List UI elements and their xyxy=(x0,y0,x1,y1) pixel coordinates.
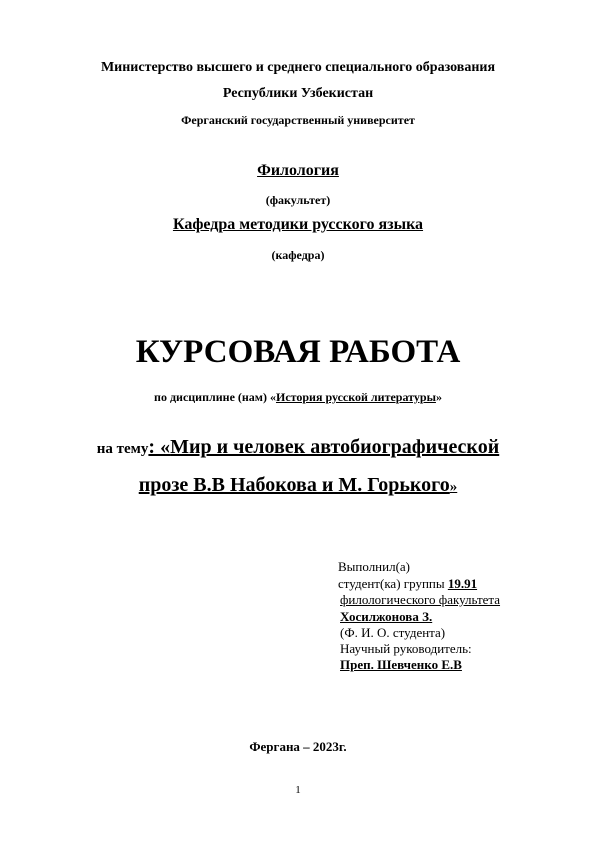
city-year: Фергана – 2023г. xyxy=(249,739,347,754)
discipline-line xyxy=(0,390,596,405)
department-name: Кафедра методики русского языка xyxy=(172,216,424,233)
discipline-prefix: по дисциплине (нам) « xyxy=(154,390,276,404)
supervisor-name: Преп. Шевченко Е.В xyxy=(340,657,462,672)
faculty-caption: (факультет) xyxy=(265,193,331,207)
group-line xyxy=(338,576,477,592)
supervisor-label: Научный руководитель: xyxy=(340,641,472,656)
discipline-suffix: » xyxy=(435,390,442,404)
topic-colon: : « xyxy=(148,436,171,458)
discipline-name: История русской литературы xyxy=(275,390,436,404)
work-title: КУРСОВАЯ РАБОТА xyxy=(135,334,461,370)
topic-line-2 xyxy=(0,474,596,497)
topic-close: » xyxy=(449,479,458,495)
name-caption: (Ф. И. О. студента) xyxy=(340,625,446,640)
topic-text-2: прозе В.В Набокова и М. Горького xyxy=(138,474,450,496)
student-name: Хосилжонова З. xyxy=(340,609,433,624)
page-number: 1 xyxy=(295,784,301,796)
topic-line-1 xyxy=(0,436,596,459)
faculty-name: Филология xyxy=(257,162,339,179)
group-number: 19.91 xyxy=(447,576,478,591)
department-caption: (кафедра) xyxy=(271,248,325,262)
performed-label: Выполнил(а) xyxy=(338,559,411,574)
republic-line: Республики Узбекистан xyxy=(222,86,374,101)
topic-text-1: Мир и человек автобиографической xyxy=(170,436,500,458)
group-label: студент(ка) группы xyxy=(338,576,448,591)
topic-prefix: на тему xyxy=(96,441,149,457)
ministry-line: Министерство высшего и среднего специального образования xyxy=(100,60,496,75)
faculty-line: филологического факультета xyxy=(340,592,501,607)
university-line: Ферганский государственный университет xyxy=(181,113,415,127)
